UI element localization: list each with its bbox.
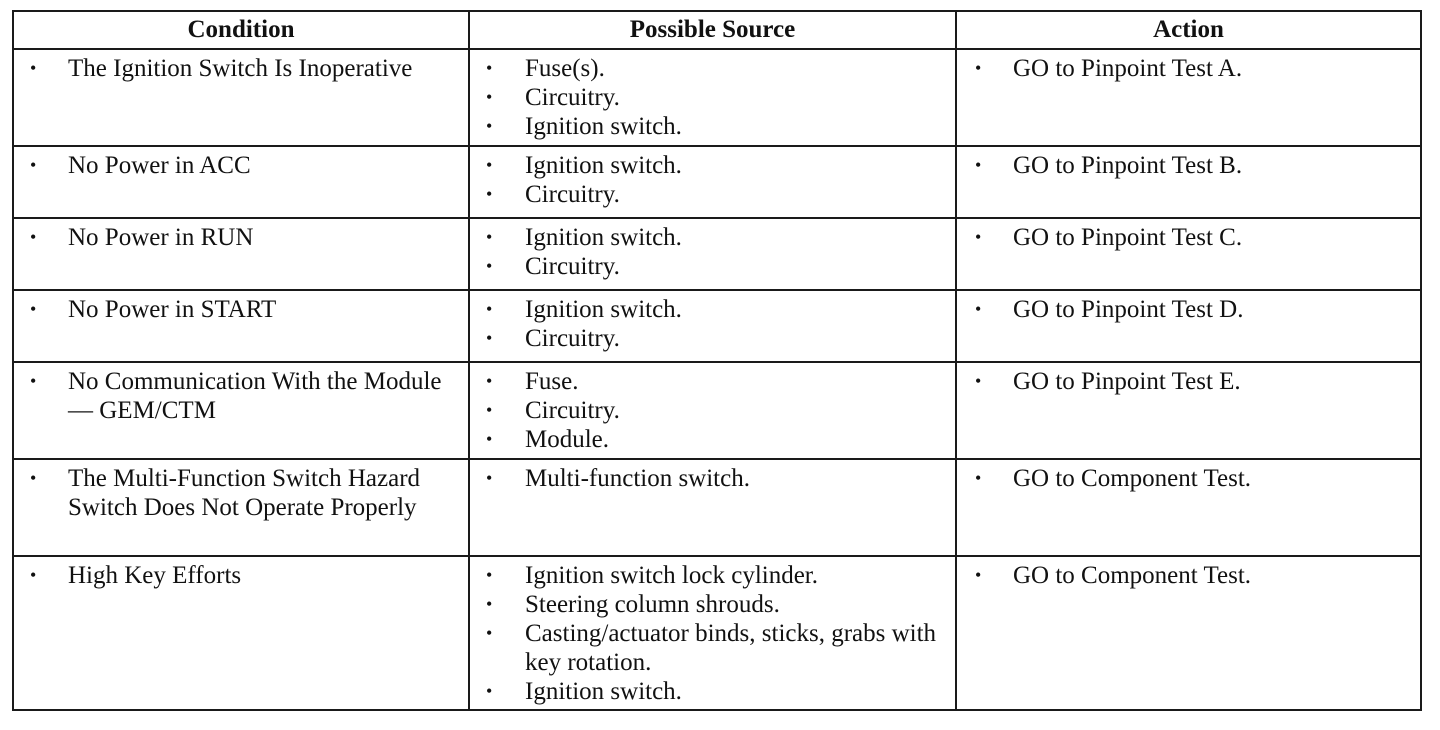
source-text: Circuitry. [525, 325, 620, 352]
action-text: GO to Pinpoint Test A. [1013, 55, 1243, 82]
condition-item [14, 464, 468, 522]
bullet-icon: • [30, 565, 37, 585]
bullet-icon: • [30, 371, 37, 391]
bullet-icon: • [30, 58, 37, 78]
source-text: Fuse(s). [525, 55, 605, 82]
condition-text: No Communication With the Module — GEM/CTM [68, 368, 442, 424]
bullet-icon: • [975, 565, 982, 585]
bullet-icon: • [486, 328, 493, 348]
action-cell [956, 556, 1421, 710]
action-cell [956, 459, 1421, 556]
action-item [957, 151, 1420, 180]
condition-text: High Key Efforts [68, 562, 242, 589]
condition-cell [13, 49, 469, 146]
action-item [957, 561, 1420, 590]
header-row [13, 11, 1421, 49]
source-text: Circuitry. [525, 181, 620, 208]
action-text: GO to Component Test. [1013, 465, 1252, 492]
bullet-icon: • [975, 468, 982, 488]
action-text: GO to Pinpoint Test C. [1013, 224, 1243, 251]
condition-item [14, 223, 468, 252]
bullet-icon: • [486, 58, 493, 78]
source-text: Ignition switch. [525, 224, 682, 251]
source-item [470, 180, 955, 209]
action-cell [956, 362, 1421, 459]
source-text: Circuitry. [525, 253, 620, 280]
bullet-icon: • [30, 155, 37, 175]
source-item [470, 367, 955, 396]
bullet-icon: • [486, 299, 493, 319]
condition-cell [13, 362, 469, 459]
action-text: GO to Component Test. [1013, 562, 1252, 589]
condition-item [14, 54, 468, 83]
bullet-icon: • [486, 681, 493, 701]
source-cell [469, 146, 956, 218]
source-item [470, 677, 955, 706]
action-item [957, 223, 1420, 252]
condition-cell [13, 459, 469, 556]
condition-text: The Multi-Function Switch Hazard Switch Does Not Operate Properly [68, 465, 421, 521]
header-action: Action [956, 11, 1421, 49]
condition-cell [13, 218, 469, 290]
header-condition: Condition [13, 11, 469, 49]
source-item [470, 590, 955, 619]
table-row [13, 556, 1421, 710]
source-cell [469, 218, 956, 290]
source-item [470, 252, 955, 281]
source-text: Fuse. [525, 368, 579, 395]
bullet-icon: • [30, 299, 37, 319]
action-item [957, 367, 1420, 396]
bullet-icon: • [975, 299, 982, 319]
table-row [13, 459, 1421, 556]
source-item [470, 464, 955, 493]
table-row [13, 290, 1421, 362]
action-text: GO to Pinpoint Test B. [1013, 152, 1243, 179]
condition-item [14, 367, 468, 425]
source-cell [469, 459, 956, 556]
bullet-icon: • [486, 256, 493, 276]
bullet-icon: • [486, 227, 493, 247]
condition-text: No Power in ACC [68, 152, 251, 179]
source-text: Ignition switch. [525, 678, 682, 705]
bullet-icon: • [486, 623, 493, 643]
source-item [470, 425, 955, 454]
source-text: Ignition switch. [525, 113, 682, 140]
source-text: Ignition switch. [525, 296, 682, 323]
bullet-icon: • [486, 371, 493, 391]
source-cell [469, 556, 956, 710]
bullet-icon: • [486, 87, 493, 107]
condition-item [14, 151, 468, 180]
source-text: Ignition switch. [525, 152, 682, 179]
bullet-icon: • [486, 565, 493, 585]
condition-item [14, 561, 468, 590]
source-item [470, 151, 955, 180]
bullet-icon: • [486, 184, 493, 204]
source-cell [469, 290, 956, 362]
source-item [470, 83, 955, 112]
condition-cell [13, 290, 469, 362]
table-row [13, 218, 1421, 290]
bullet-icon: • [975, 58, 982, 78]
bullet-icon: • [975, 155, 982, 175]
condition-cell [13, 556, 469, 710]
bullet-icon: • [975, 227, 982, 247]
action-item [957, 295, 1420, 324]
source-item [470, 223, 955, 252]
source-item [470, 295, 955, 324]
source-text: Module. [525, 426, 610, 453]
condition-text: No Power in RUN [68, 224, 254, 251]
bullet-icon: • [486, 400, 493, 420]
source-text: Casting/actuator binds, sticks, grabs with key rotation. [525, 620, 937, 676]
action-text: GO to Pinpoint Test D. [1013, 296, 1244, 323]
condition-text: No Power in START [68, 296, 277, 323]
source-text: Circuitry. [525, 84, 620, 111]
source-cell [469, 362, 956, 459]
condition-cell [13, 146, 469, 218]
action-cell [956, 146, 1421, 218]
source-cell [469, 49, 956, 146]
bullet-icon: • [486, 116, 493, 136]
bullet-icon: • [486, 594, 493, 614]
condition-item [14, 295, 468, 324]
action-item [957, 464, 1420, 493]
action-item [957, 54, 1420, 83]
source-item [470, 561, 955, 590]
bullet-icon: • [30, 227, 37, 247]
source-text: Steering column shrouds. [525, 591, 780, 618]
bullet-icon: • [486, 468, 493, 488]
bullet-icon: • [30, 468, 37, 488]
diagnosis-table [12, 10, 1422, 711]
source-item [470, 112, 955, 141]
bullet-icon: • [486, 155, 493, 175]
table-row [13, 362, 1421, 459]
action-cell [956, 218, 1421, 290]
source-item [470, 396, 955, 425]
bullet-icon: • [486, 429, 493, 449]
table-row [13, 146, 1421, 218]
source-item [470, 619, 955, 677]
source-item [470, 54, 955, 83]
action-text: GO to Pinpoint Test E. [1013, 368, 1241, 395]
action-cell [956, 290, 1421, 362]
condition-text: The Ignition Switch Is Inoperative [68, 55, 413, 82]
header-possible-source: Possible Source [469, 11, 956, 49]
bullet-icon: • [975, 371, 982, 391]
source-text: Ignition switch lock cylinder. [525, 562, 819, 589]
source-text: Circuitry. [525, 397, 620, 424]
source-text: Multi-function switch. [525, 465, 750, 492]
action-cell [956, 49, 1421, 146]
table-row [13, 49, 1421, 146]
source-item [470, 324, 955, 353]
